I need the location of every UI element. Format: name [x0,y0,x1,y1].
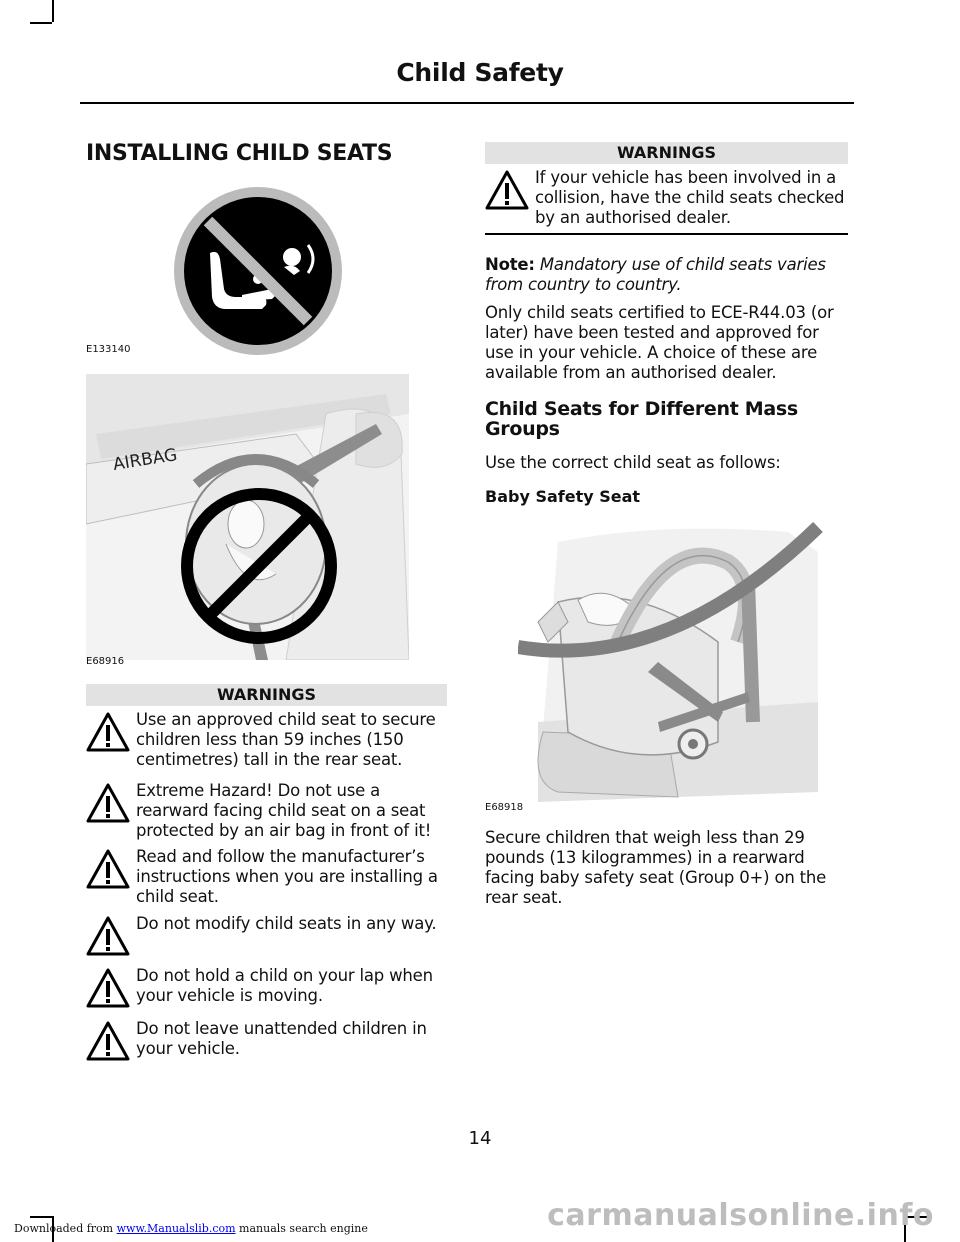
warning-text: Do not leave unattended children in your vehicle. [136,1019,427,1058]
warnings-header: WARNINGS [86,684,447,706]
warning-text: Read and follow the manufacturer’s instructions when you are installing a child seat. [136,847,438,906]
page-number: 14 [468,1128,492,1149]
warning-text: Do not hold a child on your lap when your vehicle is moving. [136,966,433,1005]
warnings-header: WARNINGS [485,142,848,164]
warning-item [86,966,450,1008]
footer-prefix: Downloaded from [14,1222,117,1235]
figure-code: E68916 [86,656,125,667]
footer-suffix: manuals search engine [235,1222,368,1235]
header-divider [80,102,854,104]
paragraph: Secure children that weigh less than 29 pounds (13 kilogrammes) in a rearward facing baby safety seat (Group 0+) on the rear seat. [485,828,827,907]
note-label: Note: [485,255,535,274]
no-child-seat-airbag-sign [172,185,344,357]
crop-mark [52,0,54,22]
warning-text: Extreme Hazard! Do not use a rearward facing child seat on a seat protected by an air bag in front of it! [136,781,432,840]
warning-triangle-icon [86,783,130,823]
warnings-end-rule [485,233,848,235]
subsection-heading: Baby Safety Seat [485,487,641,506]
crop-mark [30,1216,52,1218]
warning-triangle-icon [86,968,130,1008]
warning-triangle-icon [86,849,130,889]
crop-mark [30,22,52,24]
warning-triangle-icon [86,712,130,752]
figure-code: E68918 [485,802,524,813]
warning-text: If your vehicle has been involved in a collision, have the child seats checked by an authorised dealer. [535,168,845,227]
warning-triangle-icon [485,170,529,210]
page-title: Child Safety [396,58,564,87]
warning-item [86,1019,450,1061]
warning-item [86,781,450,841]
section-subheading: Child Seats for Different Mass Groups [485,398,798,440]
download-footer [14,1222,368,1235]
paragraph: Use the correct child seat as follows: [485,453,781,472]
note-text: Mandatory use of child seats varies from country to country. [485,255,826,294]
warning-item [86,914,450,956]
manualslib-link[interactable]: www.Manualslib.com [116,1222,236,1235]
warning-item [86,710,450,770]
warning-triangle-icon [86,1021,130,1061]
warning-item [485,168,851,228]
baby-safety-seat-illustration [518,522,828,806]
rear-facing-seat-airbag-illustration [86,374,409,660]
warning-text: Use an approved child seat to secure children less than 59 inches (150 centimetres) tall in the rear seat. [136,710,436,769]
airbag-label: AIRBAG [111,445,179,475]
warning-item [86,847,450,907]
figure-code: E133140 [86,344,131,355]
section-heading: INSTALLING CHILD SEATS [86,141,393,166]
note [485,255,850,295]
watermark: carmanualsonline.info [547,1198,934,1233]
paragraph: Only child seats certified to ECE-R44.03 (or later) have been tested and approved for use in your vehicle. A choice of these are available from an authorised dealer. [485,303,834,382]
warning-triangle-icon [86,916,130,956]
warning-text: Do not modify child seats in any way. [136,914,437,933]
